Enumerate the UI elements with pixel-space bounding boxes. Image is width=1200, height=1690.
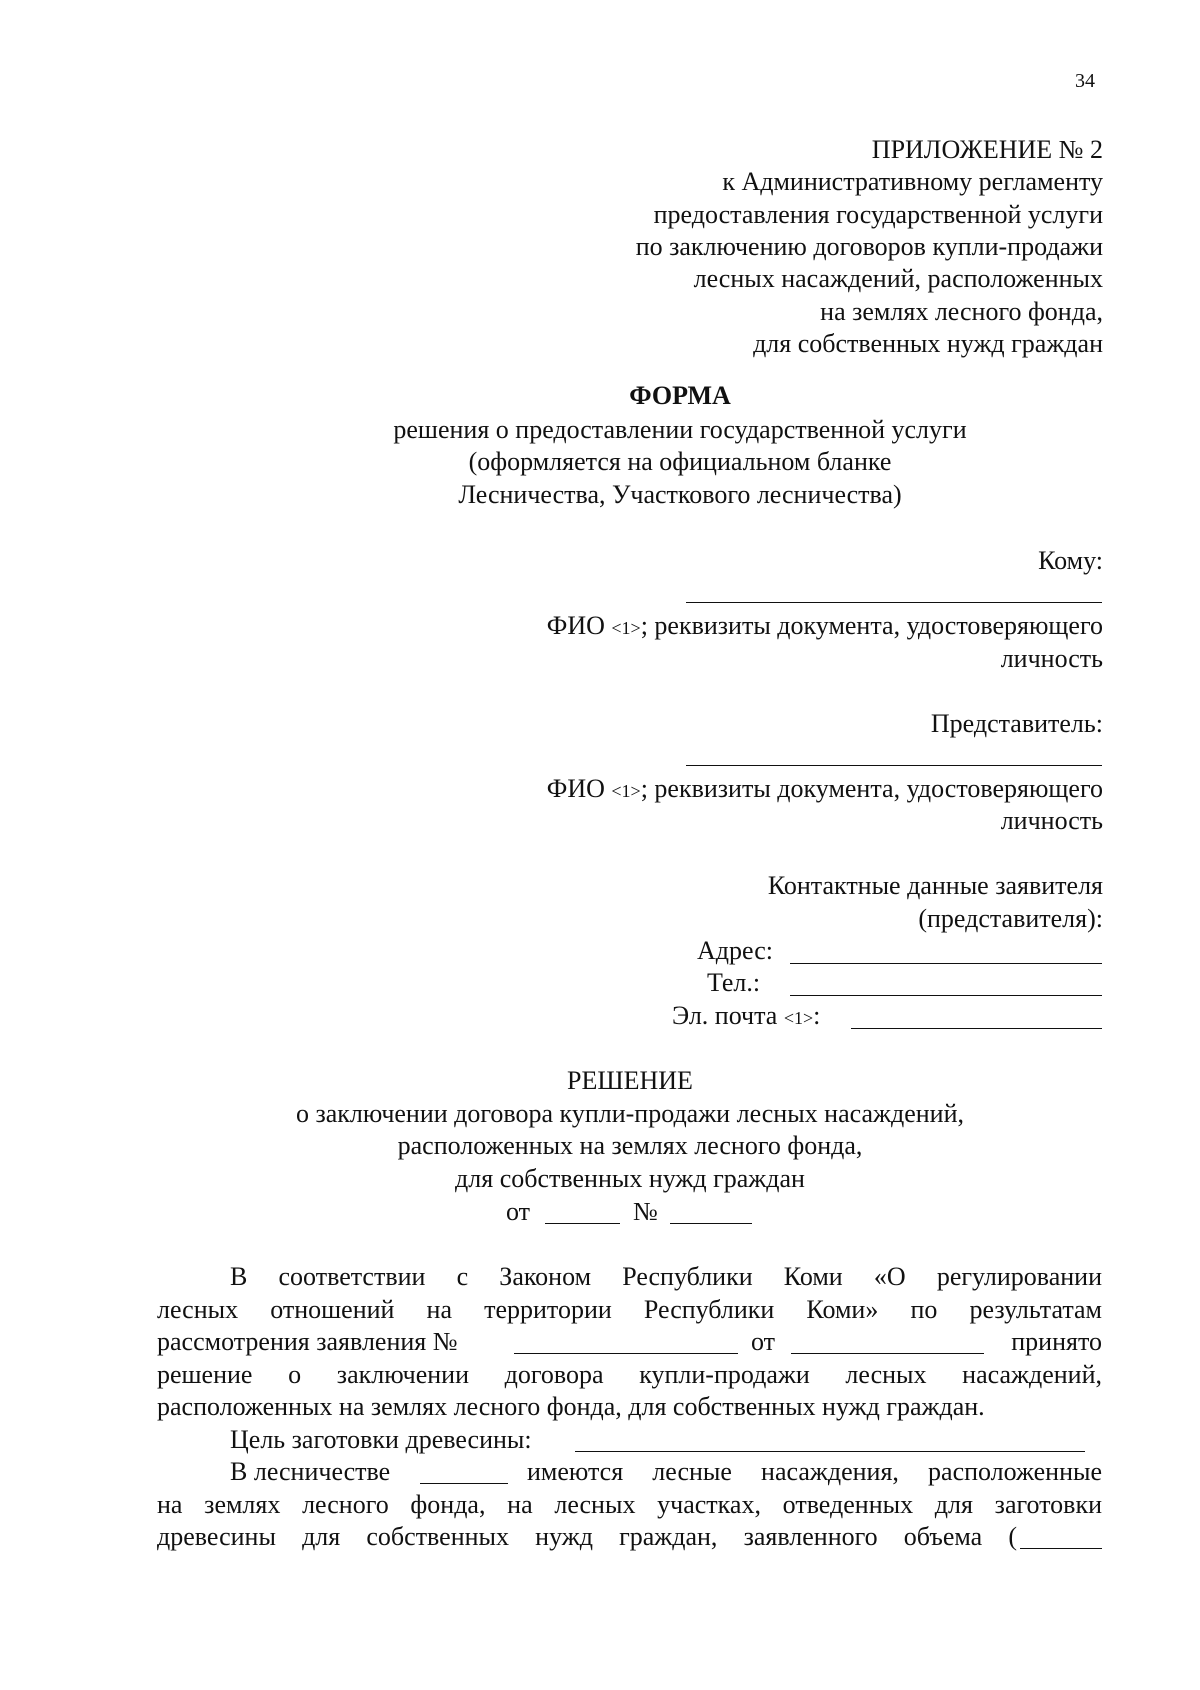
decision-number-field[interactable] (670, 1223, 752, 1224)
decision-line: расположенных на землях лесного фонда, (397, 1131, 863, 1160)
harvest-purpose-label: Цель заготовки древесины: (230, 1425, 532, 1454)
decision-line: для собственных нужд граждан (455, 1164, 805, 1193)
application-date-field[interactable] (791, 1353, 984, 1354)
body-paragraph-1-line: решение о заключении договора купли-продажи лесных насаждений, (157, 1360, 1102, 1389)
body-paragraph-3-line: имеются лесные насаждения, расположенные (527, 1457, 1102, 1486)
body-paragraph-1-line: лесных отношений на территории Республики Коми» по результатам (157, 1295, 1102, 1324)
address-field[interactable] (790, 963, 1102, 964)
representative-fio-line (686, 765, 1102, 766)
decision-from-label: от (506, 1197, 531, 1226)
decision-number-label: № (633, 1197, 658, 1226)
body-paragraph-3-line: на землях лесного фонда, на лесных участках, отведенных для заготовки (157, 1490, 1102, 1519)
email-label: Эл. почта <1>: (672, 1001, 821, 1030)
appendix-line: к Административному регламенту (722, 167, 1103, 196)
contacts-heading: Контактные данные заявителя (767, 871, 1103, 900)
form-title: ФОРМА (629, 381, 731, 410)
recipient-fio-caption: ФИО <1>; реквизиты документа, удостоверяющего (546, 611, 1103, 640)
representative-fio-caption-line2: личность (1000, 806, 1103, 835)
form-subtitle-line: Лесничества, Участкового лесничества) (458, 480, 902, 509)
phone-field[interactable] (790, 995, 1102, 996)
declared-volume-field[interactable] (1020, 1548, 1102, 1549)
phone-label: Тел.: (707, 968, 761, 997)
decision-line: о заключении договора купли-продажи лесных насаждений, (295, 1099, 965, 1128)
body-paragraph-3-line: древесины для собственных нужд граждан, заявленного объема ( (157, 1522, 1017, 1551)
email-field[interactable] (851, 1028, 1102, 1029)
application-from-label: от (751, 1327, 776, 1356)
appendix-line: для собственных нужд граждан (753, 329, 1103, 358)
forestry-label: В лесничестве (230, 1457, 391, 1486)
address-label: Адрес: (697, 936, 773, 965)
recipient-fio-line (686, 602, 1102, 603)
body-paragraph-1-line: рассмотрения заявления № (157, 1327, 458, 1356)
form-subtitle-line: (оформляется на официальном бланке (468, 447, 892, 476)
appendix-line: предоставления государственной услуги (653, 200, 1103, 229)
accepted-label: принято (1011, 1327, 1102, 1356)
form-subtitle-line: решения о предоставлении государственной услуги (393, 415, 967, 444)
harvest-purpose-field[interactable] (575, 1451, 1085, 1452)
page-number: 34 (1075, 70, 1095, 92)
body-paragraph-1-line: расположенных на землях лесного фонда, для собственных нужд граждан. (157, 1392, 985, 1421)
appendix-title: ПРИЛОЖЕНИЕ № 2 (871, 135, 1103, 164)
representative-label: Представитель: (930, 709, 1103, 738)
appendix-line: лесных насаждений, расположенных (693, 264, 1103, 293)
representative-fio-caption: ФИО <1>; реквизиты документа, удостоверяющего (546, 774, 1103, 803)
recipient-fio-caption-line2: личность (1000, 644, 1103, 673)
forestry-field[interactable] (420, 1483, 508, 1484)
decision-date-field[interactable] (545, 1223, 620, 1224)
body-paragraph-1-line: В соответствии с Законом Республики Коми «О регулировании (230, 1262, 1102, 1291)
to-label: Кому: (1038, 546, 1103, 575)
decision-title: РЕШЕНИЕ (567, 1066, 693, 1095)
appendix-line: по заключению договоров купли-продажи (635, 232, 1103, 261)
contacts-heading-line2: (представителя): (918, 904, 1103, 933)
appendix-line: на землях лесного фонда, (820, 297, 1103, 326)
application-number-field[interactable] (514, 1353, 738, 1354)
